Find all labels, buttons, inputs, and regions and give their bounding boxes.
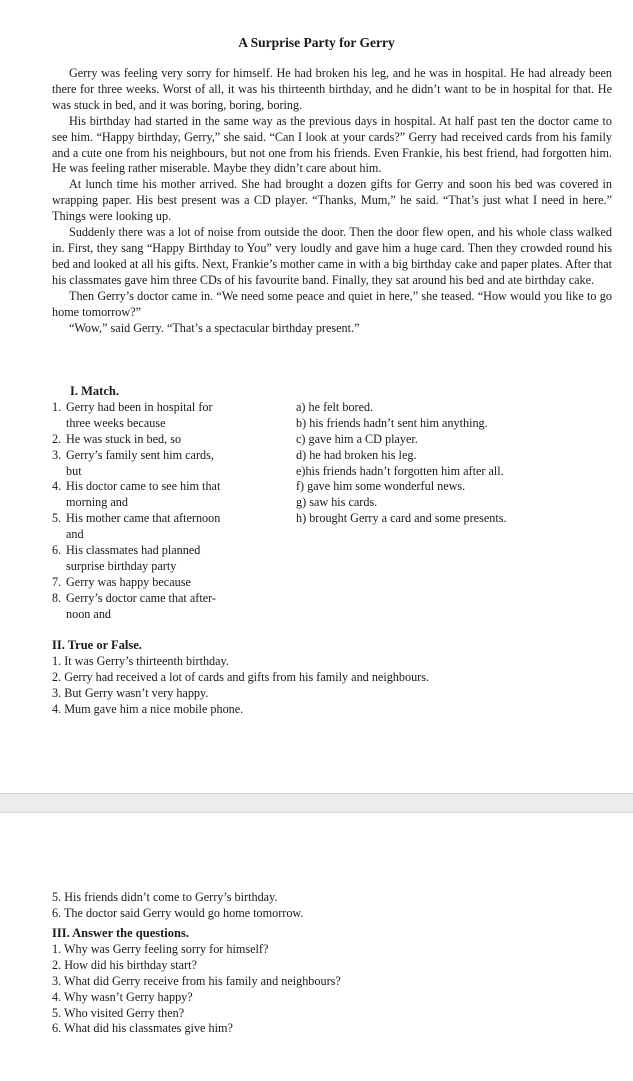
match-left-item — [52, 448, 282, 480]
true-false-section — [52, 638, 612, 718]
question-item: 4. Why wasn’t Gerry happy? — [52, 989, 193, 1004]
item-line: Gerry had been in hospital for — [66, 399, 213, 414]
question-item: 3. What did Gerry receive from his family and neighbours? — [52, 973, 341, 988]
item-number: 5. — [52, 511, 62, 526]
story-paragraph: Suddenly there was a lot of noise from outside the door. Then the door flew open, and his whole class walked in. First, they sang “Happy Birthday to You” very loudly and gave him a huge card. Then they crowded round his bed and looked at all his gifts. Next, Frankie’s mother came in with a big birthday cake and paper plates. After that his classmates gave him three CDs of his favourite band. Finally, they sat around his bed and ate birthday cake. — [52, 225, 612, 287]
item-number: 4. — [52, 479, 62, 494]
match-left-item — [52, 479, 282, 511]
true-false-item: 6. The doctor said Gerry would go home tomorrow. — [52, 905, 304, 920]
item-text — [66, 543, 200, 575]
story-paragraph: At lunch time his mother arrived. She had brought a dozen gifts for Gerry and soon his bed was covered in wrapping paper. His best present was a CD player. “Thanks, Mum,” he said. “That’s just what I need in here.” Things were looking up. — [52, 177, 612, 224]
true-false-item: 5. His friends didn’t come to Gerry’s birthday. — [52, 890, 278, 904]
match-option: a) he felt bored. — [296, 399, 374, 414]
questions-section — [52, 926, 612, 1037]
match-option: h) brought Gerry a card and some presents. — [296, 511, 507, 526]
story-paragraph: “Wow,” said Gerry. “That’s a spectacular birthday present.” — [69, 320, 360, 335]
true-false-heading: II. True or False. — [52, 638, 142, 652]
match-option: e)his friends hadn’t forgotten him after all. — [296, 463, 504, 478]
match-option: c) gave him a CD player. — [296, 431, 418, 446]
true-false-item: 2. Gerry had received a lot of cards and gifts from his family and neighbours. — [52, 669, 430, 684]
true-false-continued — [52, 890, 612, 922]
item-number: 2. — [52, 431, 62, 446]
item-text — [66, 400, 213, 432]
item-number: 7. — [52, 574, 62, 589]
match-left-item — [52, 575, 282, 591]
question-item: 1. Why was Gerry feeling sorry for himself? — [52, 941, 269, 956]
match-left-column — [52, 400, 282, 623]
match-left-item — [52, 591, 282, 623]
item-line: His doctor came to see him that — [66, 479, 221, 494]
item-line: Gerry’s doctor came that after- — [66, 590, 216, 605]
match-left-item — [52, 511, 282, 543]
question-item: 6. What did his classmates give him? — [52, 1021, 233, 1036]
page-title: A Surprise Party for Gerry — [238, 35, 395, 50]
item-text — [66, 511, 220, 543]
item-line: Gerry’s family sent him cards, — [66, 447, 214, 462]
item-line: surprise birthday party — [66, 558, 177, 573]
match-option: g) saw his cards. — [296, 495, 378, 510]
true-false-item: 4. Mum gave him a nice mobile phone. — [52, 701, 244, 716]
item-line: Gerry was happy because — [66, 574, 191, 589]
page-2 — [0, 813, 633, 1081]
item-number: 8. — [52, 590, 62, 605]
page-separator — [0, 793, 633, 813]
story-paragraph: Then Gerry’s doctor came in. “We need some peace and quiet in here,” she teased. “How would you like to go home tomorrow?” — [52, 288, 612, 319]
item-line: His mother came that afternoon — [66, 511, 221, 526]
item-text — [66, 479, 220, 511]
item-line: and — [66, 527, 84, 542]
true-false-item: 3. But Gerry wasn’t very happy. — [52, 685, 209, 700]
item-line: three weeks because — [66, 415, 166, 430]
match-heading: I. Match. — [70, 384, 119, 398]
match-section — [52, 384, 612, 621]
questions-heading: III. Answer the questions. — [52, 926, 189, 940]
match-left-item — [52, 432, 282, 448]
question-item: 2. How did his birthday start? — [52, 957, 197, 972]
story-paragraph: Gerry was feeling very sorry for himself. He had broken his leg, and he was in hospital. He had already been there for three weeks. Worst of all, it was his thirteenth birthday, and he didn’t want to be in hospital for that. He was stuck in bed, and it was boring, boring, boring. — [52, 66, 612, 112]
match-right-column — [296, 400, 556, 527]
item-text — [66, 591, 216, 623]
match-left-item — [52, 543, 282, 575]
story-text — [52, 66, 612, 336]
match-option: f) gave him some wonderful news. — [296, 479, 466, 494]
story-paragraph: His birthday had started in the same way as the previous days in hospital. At half past ten the doctor came to see him. “Happy birthday, Gerry,” she said. “Can I look at your cards?” Gerry had received cards from his family and a cute one from his neighbours, but not one from his friends. Even Frankie, his best friend, had forgotten him. He was feeling rather miserable. Maybe they didn’t care about him. — [52, 113, 612, 176]
item-number: 6. — [52, 543, 62, 558]
item-line: His classmates had planned — [66, 543, 201, 558]
item-line: He was stuck in bed, so — [66, 431, 182, 446]
true-false-item: 1. It was Gerry’s thirteenth birthday. — [52, 653, 229, 668]
item-line: morning and — [66, 495, 128, 510]
item-line: noon and — [66, 606, 112, 621]
item-number: 3. — [52, 447, 62, 462]
item-line: but — [66, 463, 82, 478]
match-option: d) he had broken his leg. — [296, 447, 417, 462]
item-number: 1. — [52, 399, 62, 414]
match-option: b) his friends hadn’t sent him anything. — [296, 415, 488, 430]
match-left-item — [52, 400, 282, 432]
question-item: 5. Who visited Gerry then? — [52, 1005, 185, 1020]
item-text — [66, 448, 214, 480]
